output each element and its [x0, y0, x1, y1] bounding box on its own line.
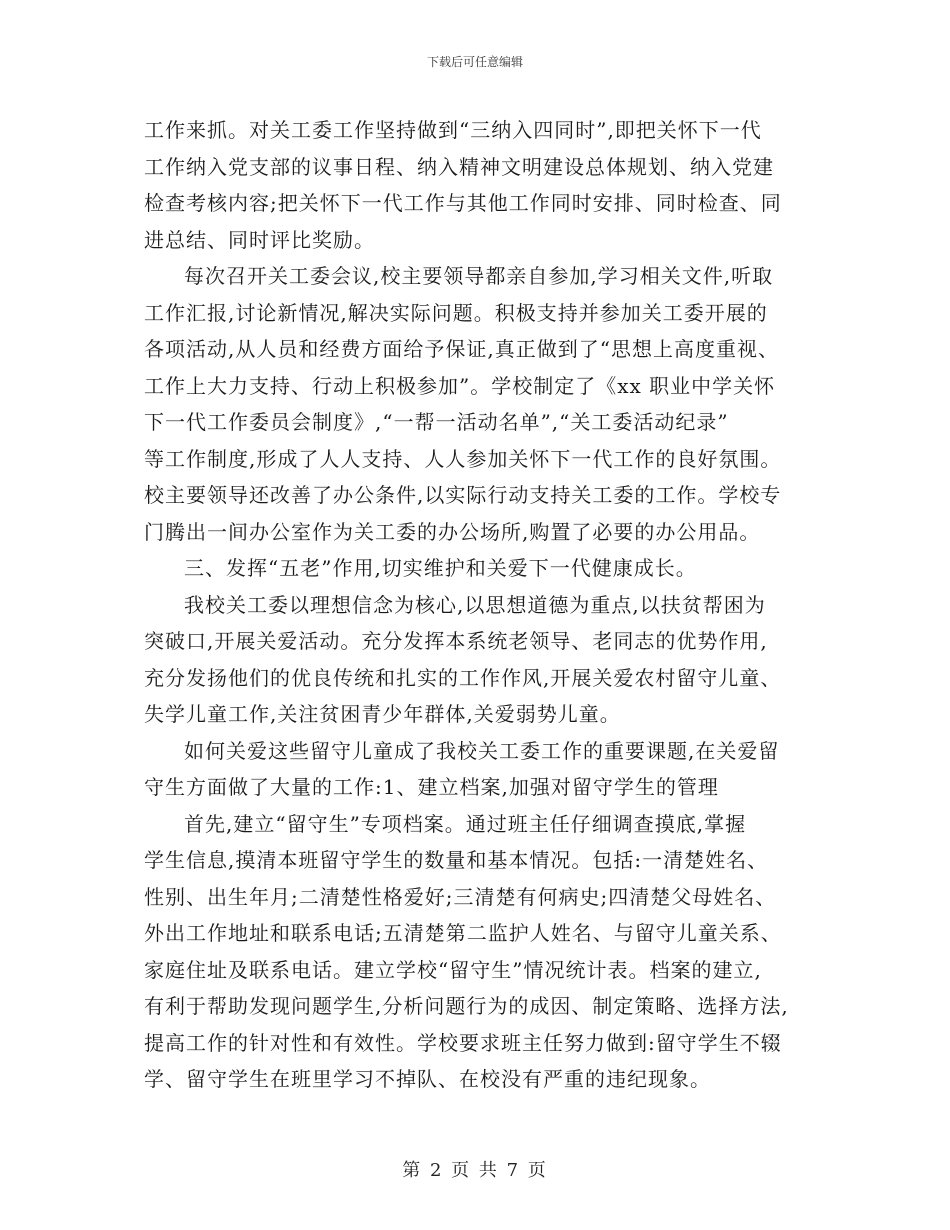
- document-body: [144, 112, 808, 1098]
- text-line: 有利于帮助发现问题学生,分析问题行为的成因、制定策略、选择方法,: [144, 994, 789, 1018]
- text-line: 学、留守学生在班里学习不掉队、在校没有严重的违纪现象。: [144, 1067, 711, 1091]
- text-line: 各项活动,从人员和经费方面给予保证,真正做到了“思想上高度重视、: [144, 337, 779, 361]
- text-line: 家庭住址及联系电话。建立学校“留守生”情况统计表。档案的建立,: [144, 957, 762, 982]
- text-line: 充分发扬他们的优良传统和扎实的工作作风,开展关爱农村留守儿童、: [144, 665, 782, 690]
- page-footer: 第 2 页 共 7 页: [402, 1160, 548, 1181]
- text-line: 进总结、同时评比奖励。: [144, 227, 375, 252]
- text-line: 工作汇报,讨论新情况,解决实际问题。积极支持并参加关工委开展的: [144, 300, 768, 325]
- text-line: 检查考核内容;把关怀下一代工作与其他工作同时安排、同时检查、同: [144, 191, 782, 215]
- text-line: 提高工作的针对性和有效性。学校要求班主任努力做到:留守学生不辍: [144, 1030, 782, 1055]
- text-line: 工作纳入党支部的议事日程、纳入精神文明建设总体规划、纳入党建: [144, 154, 774, 179]
- text-line: 失学儿童工作,关注贫困青少年群体,关爱弱势儿童。: [144, 702, 621, 726]
- text-line: 外出工作地址和联系电话;五清楚第二监护人姓名、与留守儿童关系、: [144, 921, 782, 945]
- text-line: 下一代工作委员会制度》,“一帮一活动名单”,“关工委活动纪录”: [144, 410, 729, 434]
- text-line: 等工作制度,形成了人人支持、人人参加关怀下一代工作的良好氛围。: [144, 446, 782, 471]
- page-header: 下载后可任意编辑: [426, 55, 523, 69]
- text-line: 突破口,开展关爱活动。充分发挥本系统老领导、老同志的优势作用,: [144, 629, 768, 653]
- text-line: 工作上大力支持、行动上积极参加”。学校制定了《xx 职业中学关怀: [144, 373, 776, 398]
- text-line: 每次召开关工委会议,校主要领导都亲自参加,学习相关文件,听取: [184, 264, 774, 288]
- text-line: 如何关爱这些留守儿童成了我校关工委工作的重要课题,在关爱留: [184, 738, 780, 763]
- text-line: 工作来抓。对关工委工作坚持做到“三纳入四同时”,即把关怀下一代: [144, 118, 762, 142]
- text-line: 门腾出一间办公室作为关工委的办公场所,购置了必要的办公用品。: [144, 519, 761, 544]
- text-line: 校主要领导还改善了办公条件,以实际行动支持关工委的工作。学校专: [144, 483, 782, 507]
- text-line: 我校关工委以理想信念为核心,以思想道德为重点,以扶贫帮困为: [184, 592, 766, 617]
- text-line: 首先,建立“留守生”专项档案。通过班主任仔细调查摸底,掌握: [184, 811, 747, 836]
- text-line: 三、发挥“五老”作用,切实维护和关爱下一代健康成长。: [184, 556, 697, 580]
- text-line: 守生方面做了大量的工作:1、建立档案,加强对留守学生的管理: [144, 775, 719, 799]
- text-line: 学生信息,摸清本班留守学生的数量和基本情况。包括:一清楚姓名、: [144, 848, 769, 872]
- text-line: 性别、出生年月;二清楚性格爱好;三清楚有何病史;四清楚父母姓名、: [144, 884, 777, 909]
